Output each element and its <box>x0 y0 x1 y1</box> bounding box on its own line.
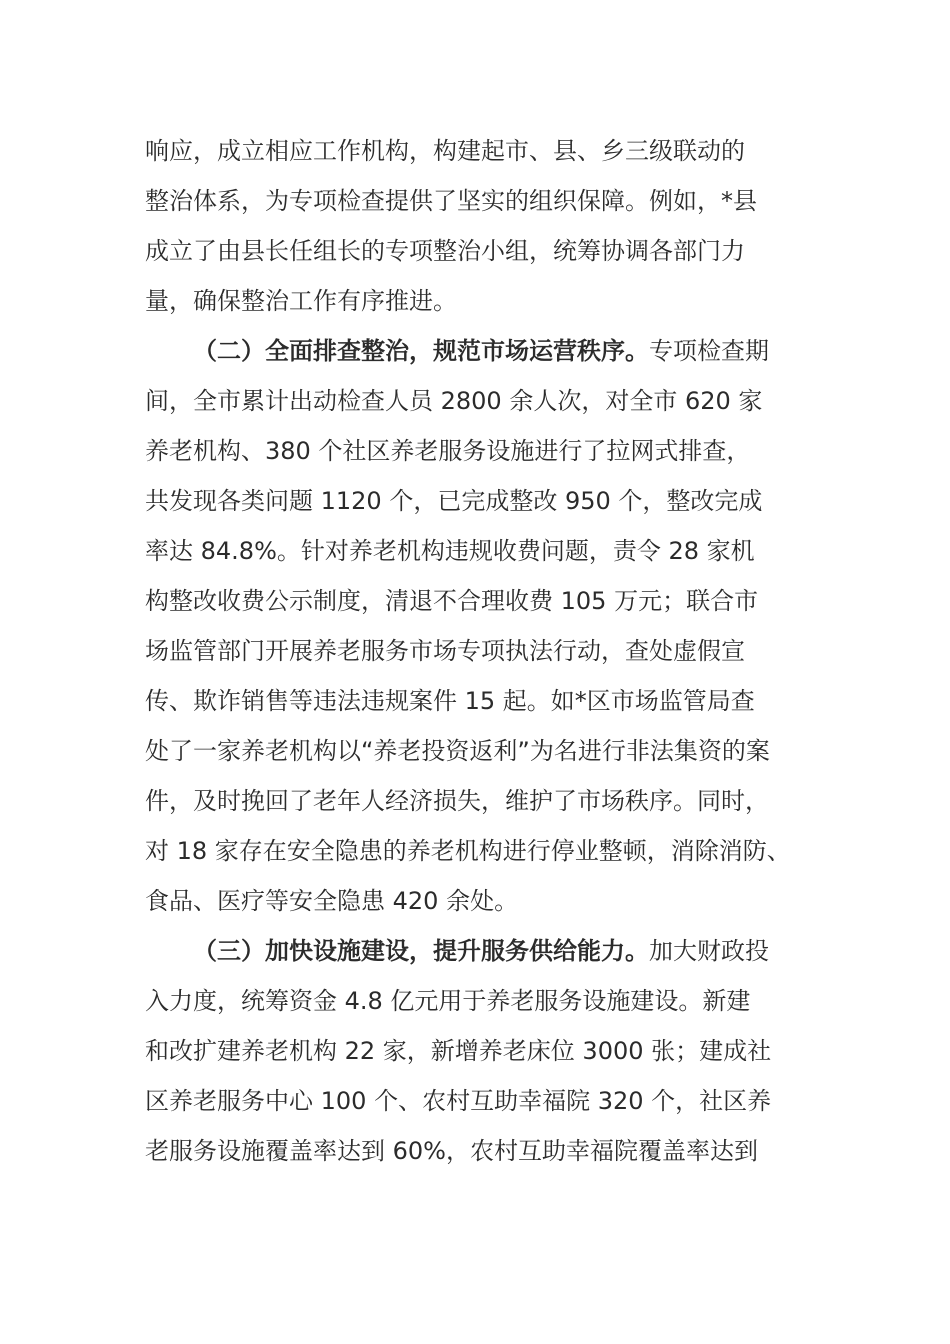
text-line: 场监管部门开展养老服务市场专项执法行动，查处虚假宣 <box>145 637 745 665</box>
document-body <box>145 126 813 1176</box>
text-line: 和改扩建养老机构 22 家，新增养老床位 3000 张；建成社 <box>145 1037 772 1065</box>
text-line: 间，全市累计出动检查人员 2800 余人次，对全市 620 家 <box>145 387 763 415</box>
text-line: 率达 84.8%。针对养老机构违规收费问题，责令 28 家机 <box>145 537 755 565</box>
paragraph <box>145 926 813 1176</box>
section-heading: （二）全面排查整治，规范市场运营秩序。 <box>193 337 649 365</box>
paragraph-first-line <box>145 326 813 376</box>
text-line: 养老机构、380 个社区养老服务设施进行了拉网式排查， <box>145 437 751 465</box>
paragraph-first-line <box>145 926 813 976</box>
text-line: 对 18 家存在安全隐患的养老机构进行停业整顿，消除消防、 <box>145 837 791 865</box>
text-line: 处了一家养老机构以“养老投资返利”为名进行非法集资的案 <box>145 737 770 765</box>
text-line: 传、欺诈销售等违法违规案件 15 起。如*区市场监管局查 <box>145 687 755 715</box>
text-run: 加大财政投 <box>649 937 769 965</box>
text-line: 件，及时挽回了老年人经济损失，维护了市场秩序。同时， <box>145 787 769 815</box>
text-line: 成立了由县长任组长的专项整治小组，统筹协调各部门力 <box>145 237 745 265</box>
text-line: 量，确保整治工作有序推进。 <box>145 287 457 315</box>
text-line: 整治体系，为专项检查提供了坚实的组织保障。例如，*县 <box>145 187 757 215</box>
text-line: 老服务设施覆盖率达到 60%，农村互助幸福院覆盖率达到 <box>145 1137 758 1165</box>
text-line: 食品、医疗等安全隐患 420 余处。 <box>145 887 519 915</box>
text-line: 共发现各类问题 1120 个，已完成整改 950 个，整改完成 <box>145 487 763 515</box>
text-run: 专项检查期 <box>649 337 769 365</box>
section-heading: （三）加快设施建设，提升服务供给能力。 <box>193 937 649 965</box>
paragraph <box>145 326 813 926</box>
text-line: 响应，成立相应工作机构，构建起市、县、乡三级联动的 <box>145 137 745 165</box>
text-line: 区养老服务中心 100 个、农村互助幸福院 320 个，社区养 <box>145 1087 772 1115</box>
paragraph <box>145 126 813 326</box>
text-line: 构整改收费公示制度，清退不合理收费 105 万元；联合市 <box>145 587 759 615</box>
text-line: 入力度，统筹资金 4.8 亿元用于养老服务设施建设。新建 <box>145 987 751 1015</box>
